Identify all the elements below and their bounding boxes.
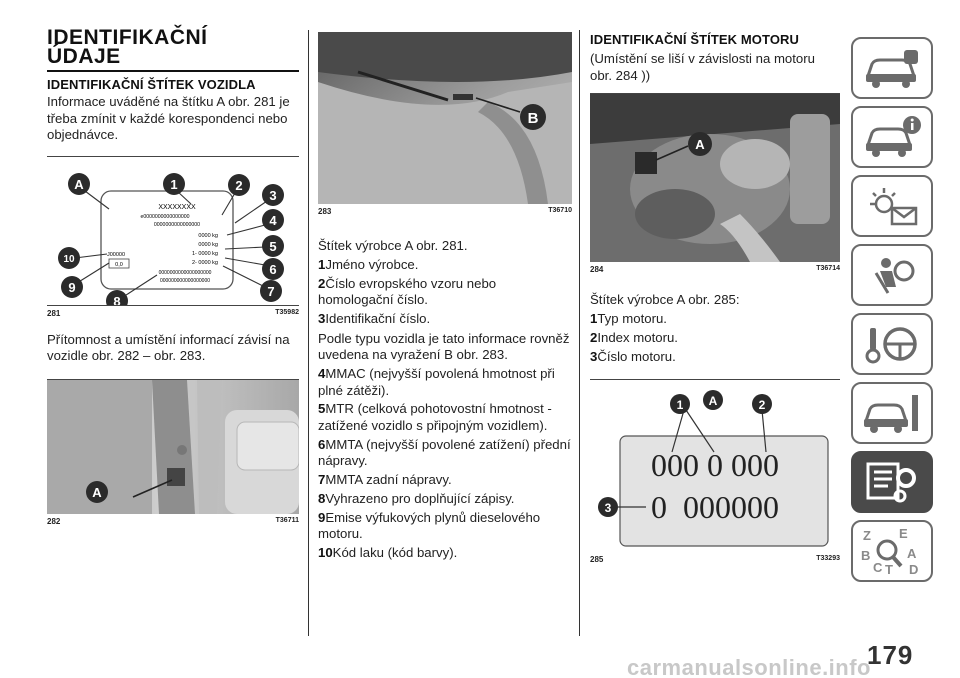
title-rule bbox=[47, 70, 299, 72]
figure-284 bbox=[590, 94, 840, 262]
label-6-icon: 6 bbox=[269, 261, 277, 277]
label-4-icon: 4 bbox=[269, 212, 277, 228]
chapter-tab-service[interactable] bbox=[851, 382, 933, 444]
technical-data-icon bbox=[862, 458, 922, 506]
plate-mass3: 1- 0000 kg bbox=[192, 250, 218, 257]
plate-left-code: J00000 bbox=[107, 251, 126, 258]
left-column bbox=[47, 28, 299, 528]
plate-line2: 0000000000000000 bbox=[153, 221, 201, 228]
svg-text:Z: Z bbox=[863, 528, 871, 543]
chapter-tab-index[interactable] bbox=[851, 520, 933, 582]
manufacturer-plate-intro: Štítek výrobce A obr. 281. bbox=[318, 238, 468, 253]
warning-lights-icon bbox=[862, 184, 922, 228]
car-info-i-icon bbox=[862, 115, 922, 159]
label-3-icon: 3 bbox=[269, 187, 277, 203]
figure-282-code: T36711 bbox=[275, 516, 299, 524]
list-item: 8Vyhrazeno pro doplňující zápisy. bbox=[318, 490, 515, 506]
label-a-icon: A bbox=[74, 176, 84, 192]
car-service-icon bbox=[862, 391, 922, 435]
plate-mass1: 0000 kg bbox=[198, 232, 218, 239]
car-info-icon bbox=[862, 46, 922, 90]
svg-text:B: B bbox=[861, 548, 871, 563]
list-item: 3Identifikační číslo. bbox=[318, 311, 431, 327]
figure-281-caption bbox=[47, 306, 299, 320]
label-1-icon: 1 bbox=[170, 176, 178, 192]
vehicle-plate-diagram bbox=[47, 157, 299, 305]
svg-text:D: D bbox=[909, 562, 919, 576]
figure-285-label-3-icon: 3 bbox=[604, 501, 612, 516]
figure-283-number: 283 bbox=[318, 207, 332, 216]
figure-282-number: 282 bbox=[47, 516, 61, 526]
vehicle-plate-heading: IDENTIFIKAČNÍ ŠTÍTEK VOZIDLA bbox=[47, 77, 256, 92]
figure-284-code: T36714 bbox=[816, 265, 840, 272]
chapter-tab-technical-data[interactable] bbox=[851, 451, 933, 513]
plate-bottom2: 000000000000000000 bbox=[159, 277, 211, 284]
vehicle-plate-intro: Informace uváděné na štítku A obr. 281 je třeba zmínit v každé korespondenci nebo objednávce. bbox=[47, 94, 290, 142]
label-9-icon: 9 bbox=[68, 279, 76, 295]
chapter-tab-safety[interactable] bbox=[851, 244, 933, 306]
figure-281-code: T35982 bbox=[275, 308, 299, 316]
figure-282 bbox=[47, 380, 299, 514]
svg-text:T: T bbox=[885, 562, 893, 576]
engine-plate-heading: IDENTIFIKAČNÍ ŠTÍTEK MOTORU bbox=[590, 32, 800, 47]
figure-285-label-1-icon: 1 bbox=[676, 398, 684, 413]
figure-281-number: 281 bbox=[47, 308, 61, 318]
plate-mass4: 2- 0000 kg bbox=[192, 259, 218, 266]
svg-text:E: E bbox=[899, 526, 908, 541]
engine-plate-intro: (Umístění se liší v závislosti na motoru obr. 284 )) bbox=[590, 51, 815, 83]
list-item: 10Kód laku (kód barvy). bbox=[318, 545, 458, 561]
plate-box-value: 0,0 bbox=[115, 261, 123, 268]
figure-284-number: 284 bbox=[590, 265, 604, 274]
figure-282-caption bbox=[47, 514, 299, 528]
figure-282-label-a-icon: A bbox=[92, 484, 102, 500]
figure-283 bbox=[318, 32, 572, 204]
presence-text: Přítomnost a umístění informací závisí na vozidle obr. 282 – obr. 283. bbox=[47, 331, 290, 363]
svg-text:A: A bbox=[907, 546, 917, 561]
figure-285-code: T33293 bbox=[816, 555, 840, 563]
list-item: 3Číslo motoru. bbox=[590, 348, 676, 364]
figure-285-number: 285 bbox=[590, 555, 604, 565]
watermark: carmanualsonline.info bbox=[627, 655, 871, 678]
label-2-icon: 2 bbox=[235, 177, 243, 193]
figure-284-label-a-icon: A bbox=[695, 137, 705, 152]
engine-bay-photo bbox=[590, 94, 840, 262]
list-item: 2Index motoru. bbox=[590, 329, 678, 345]
figure-284-caption bbox=[590, 262, 840, 276]
middle-column bbox=[318, 32, 572, 562]
page-number: 179 bbox=[867, 640, 914, 670]
list-item: 4MMAC (nejvyšší povolená hmotnost při plné zátěži). bbox=[318, 366, 555, 398]
steering-key-icon bbox=[862, 322, 922, 366]
engine-plate-diagram bbox=[590, 380, 840, 552]
engine-manufacturer-intro: Štítek výrobce A obr. 285: bbox=[590, 292, 740, 307]
label-7-icon: 7 bbox=[267, 283, 275, 299]
svg-text:C: C bbox=[873, 560, 883, 575]
list-item: 1Typ motoru. bbox=[590, 311, 667, 326]
list-item: 5MTR (celková pohotovostní hmotnost - zatížené vozidlo s připojným vozidlem). bbox=[318, 401, 552, 433]
plate-mass2: 0000 kg bbox=[198, 241, 218, 248]
list-item: 1Jméno výrobce. bbox=[318, 257, 419, 272]
label-8-icon: 8 bbox=[113, 293, 121, 305]
stamping-note: Podle typu vozidla je tato informace rovněž uvedena na vyražení B obr. 283. bbox=[318, 330, 570, 363]
figure-283-code: T36710 bbox=[548, 207, 572, 214]
list-item: 9Emise výfukových plynů dieselového motoru. bbox=[318, 509, 541, 542]
engine-plate-line1: 000 0 000 bbox=[651, 447, 779, 484]
chapter-tab-car-information[interactable] bbox=[851, 106, 933, 168]
figure-283-label-b-icon: B bbox=[527, 110, 539, 127]
engine-plate-line2: 0 000000 bbox=[651, 489, 779, 526]
figure-283-caption bbox=[318, 204, 572, 218]
airbag-icon bbox=[862, 253, 922, 297]
chapter-tab-warning-lights[interactable] bbox=[851, 175, 933, 237]
section-title-line2: ÚDAJE bbox=[47, 45, 121, 68]
figure-285-caption bbox=[590, 552, 840, 566]
label-10-icon: 10 bbox=[63, 253, 75, 265]
figure-285-label-a-icon: A bbox=[708, 394, 718, 409]
column-separator-2 bbox=[579, 30, 580, 636]
column-separator-1 bbox=[308, 30, 309, 636]
figure-281 bbox=[47, 157, 299, 305]
figure-285 bbox=[590, 380, 840, 552]
plate-top-text: XXXXXXXX bbox=[158, 203, 196, 211]
right-column bbox=[590, 32, 840, 566]
plate-line1: e0000000000000000 bbox=[140, 213, 190, 220]
list-item: 6MMTA (nejvyšší povolené zatížení) přední nápravy. bbox=[318, 436, 571, 469]
list-item: 7MMTA zadní nápravy. bbox=[318, 472, 452, 488]
chapter-tab-car-info[interactable] bbox=[851, 37, 933, 99]
index-icon bbox=[859, 526, 925, 576]
section-title-line1: IDENTIFIKAČNÍ bbox=[47, 26, 208, 49]
list-item: 2Číslo evropského vzoru nebo homologační číslo. bbox=[318, 275, 497, 308]
door-pillar-photo bbox=[47, 380, 299, 514]
plate-bottom1: 0000000000000000000 bbox=[158, 269, 212, 276]
vin-stamping-photo bbox=[318, 32, 572, 204]
chapter-tab-starting-driving[interactable] bbox=[851, 313, 933, 375]
chapter-sidebar bbox=[851, 37, 933, 589]
figure-285-label-2-icon: 2 bbox=[758, 398, 766, 413]
label-5-icon: 5 bbox=[269, 238, 277, 254]
